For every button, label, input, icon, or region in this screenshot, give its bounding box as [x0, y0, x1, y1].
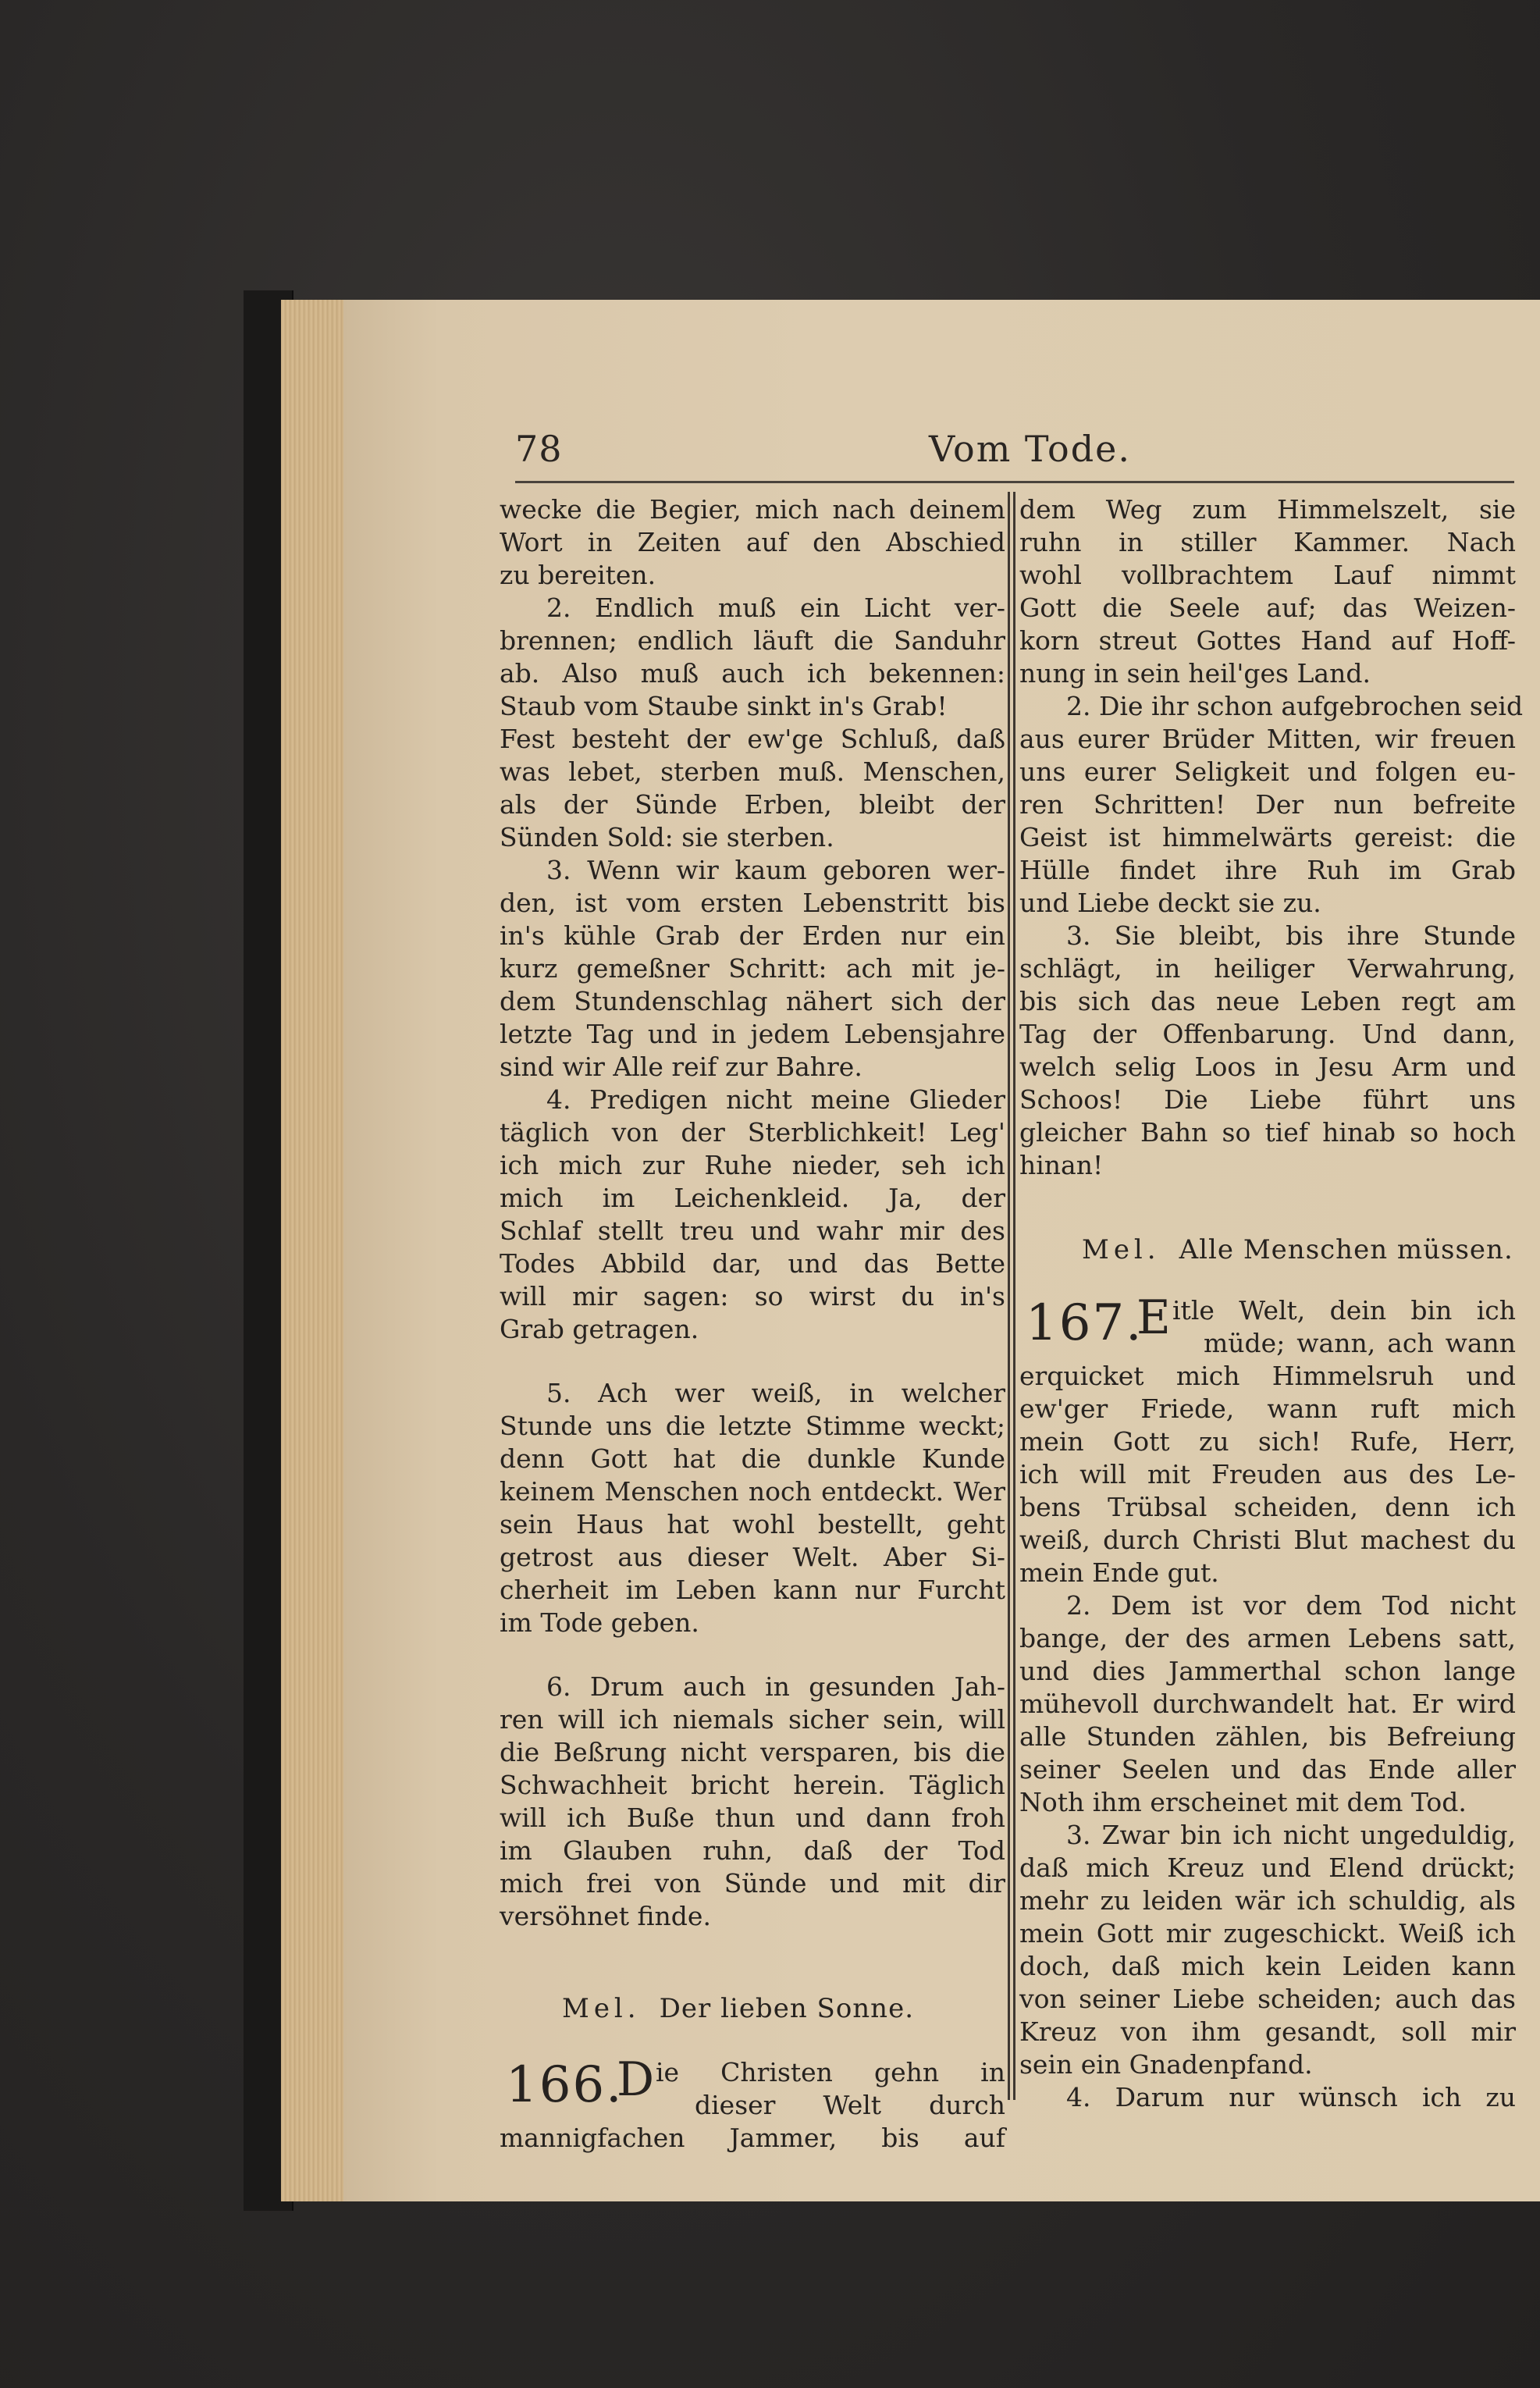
text-line: brennen; endlich läuft die Sanduhr	[500, 625, 1005, 656]
right-column-text-top	[1019, 493, 1524, 1182]
text-line: 3. Sie bleibt, bis ihre Stunde	[1066, 920, 1516, 951]
running-title: Vom Tode.	[929, 428, 1132, 470]
text-line: was lebet, sterben muß. Menschen,	[500, 756, 1005, 787]
text-line: doch, daß mich kein Leiden kann	[1019, 1951, 1516, 1981]
text-line: denn Gott hat die dunkle Kunde	[500, 1443, 1005, 1474]
text-line: Schlaf stellt treu und wahr mir des	[500, 1215, 1005, 1246]
hymn-first-line: itle Welt, dein bin ich	[1172, 1295, 1516, 1326]
text-line: uns eurer Seligkeit und folgen eu-	[1019, 756, 1516, 787]
text-line: gleicher Bahn so tief hinab so hoch	[1019, 1117, 1516, 1148]
text-line: Wort in Zeiten auf den Abschied	[500, 527, 1005, 557]
text-line: dem Weg zum Himmelszelt, sie	[1019, 494, 1516, 525]
text-line: sein ein Gnadenpfand.	[1019, 2049, 1313, 2080]
melody-title: Alle Menschen müssen.	[1179, 1234, 1513, 1265]
text-line: Todes Abbild dar, und das Bette	[500, 1248, 1005, 1279]
text-line: bange, der des armen Lebens satt,	[1019, 1623, 1516, 1653]
header-rule	[515, 481, 1514, 483]
text-line: wecke die Begier, mich nach deinem	[500, 494, 1005, 525]
text-line: bis sich das neue Leben regt am	[1019, 986, 1516, 1016]
text-line: Tag der Offenbarung. Und dann,	[1019, 1019, 1516, 1049]
left-column-text-mid	[500, 1377, 1005, 1639]
text-line: mein Ende gut.	[1019, 1557, 1219, 1588]
text-line: mehr zu leiden wär ich schuldig, als	[1019, 1885, 1516, 1916]
text-line: von seiner Liebe scheiden; auch das	[1019, 1984, 1516, 2014]
text-line: welch selig Loos in Jesu Arm und	[1019, 1052, 1516, 1082]
page-header	[515, 428, 1506, 478]
right-column-text-bottom	[1019, 1360, 1516, 2114]
text-line: in's kühle Grab der Erden nur ein	[500, 920, 1005, 951]
text-line: Noth ihm erscheinet mit dem Tod.	[1019, 1787, 1467, 1817]
text-line: Schwachheit bricht herein. Täglich	[500, 1770, 1005, 1800]
text-line: hinan!	[1019, 1150, 1104, 1180]
text-line: die Beßrung nicht versparen, bis die	[500, 1737, 1005, 1767]
text-line: ich mich zur Ruhe nieder, seh ich	[500, 1150, 1005, 1180]
page-number: 78	[515, 428, 563, 470]
text-line: daß mich Kreuz und Elend drückt;	[1019, 1852, 1516, 1883]
text-line: 6. Drum auch in gesunden Jah-	[546, 1671, 1005, 1702]
text-line: cherheit im Leben kann nur Furcht	[500, 1575, 1005, 1605]
text-line: als der Sünde Erben, bleibt der	[500, 789, 1005, 820]
text-line: seiner Seelen und das Ende aller	[1019, 1754, 1516, 1785]
hymn-second-line: dieser Welt durch	[695, 2090, 1005, 2120]
hymn-number: 167.	[1026, 1294, 1143, 1352]
text-line: wohl vollbrachtem Lauf nimmt	[1019, 560, 1516, 590]
text-line: zu bereiten.	[500, 560, 656, 590]
hymn-second-line: müde; wann, ach wann	[1204, 1328, 1516, 1358]
text-line: mein Gott mir zugeschickt. Weiß ich	[1019, 1918, 1516, 1948]
hymn-heading	[500, 2052, 1005, 2122]
text-line: 4. Darum nur wünsch ich zu	[1066, 2082, 1516, 2112]
text-line: Sünden Sold: sie sterben.	[500, 822, 834, 852]
text-line: Schoos! Die Liebe führt uns	[1019, 1084, 1516, 1115]
melody-label: Mel.	[1082, 1234, 1161, 1265]
page-edges	[281, 300, 343, 2201]
hymn-heading	[1019, 1290, 1516, 1360]
text-line: getrost aus dieser Welt. Aber Si-	[500, 1542, 1005, 1572]
right-column	[1019, 493, 1524, 2114]
melody-title: Der lieben Sonne.	[659, 1993, 915, 2024]
text-line: versöhnet finde.	[500, 1901, 711, 1931]
text-line: Geist ist himmelwärts gereist: die	[1019, 822, 1516, 852]
text-line: ich will mit Freuden aus des Le-	[1019, 1459, 1516, 1489]
melody-line	[1019, 1233, 1516, 1266]
text-line: im Glauben ruhn, daß der Tod	[500, 1835, 1005, 1866]
text-line: Staub vom Staube sinkt in's Grab!	[500, 691, 948, 721]
text-line: den, ist vom ersten Lebenstritt bis	[500, 888, 1005, 918]
text-line: und Liebe deckt sie zu.	[1019, 888, 1321, 918]
text-line: will mir sagen: so wirst du in's	[500, 1281, 1005, 1311]
drop-initial: E	[1136, 1290, 1171, 1345]
text-line: Hülle findet ihre Ruh im Grab	[1019, 855, 1516, 885]
hymn-number: 166.	[506, 2056, 624, 2114]
left-column-text-bottom	[500, 1671, 1005, 1933]
text-line: täglich von der Sterblichkeit! Leg'	[500, 1117, 1005, 1148]
text-line: ew'ger Friede, wann ruft mich	[1019, 1393, 1516, 1424]
text-line: 3. Zwar bin ich nicht ungeduldig,	[1066, 1820, 1516, 1850]
text-line: Gott die Seele auf; das Weizen-	[1019, 593, 1516, 623]
section-gap	[500, 1933, 1005, 1992]
text-line: ab. Also muß auch ich bekennen:	[500, 658, 1005, 689]
text-line: dem Stundenschlag nähert sich der	[500, 986, 1005, 1016]
drop-initial: D	[617, 2052, 655, 2107]
melody-label: Mel.	[562, 1993, 641, 2024]
text-line: Grab getragen.	[500, 1314, 699, 1344]
text-line: 3. Wenn wir kaum geboren wer-	[546, 855, 1005, 885]
text-line: kurz gemeßner Schritt: ach mit je-	[500, 953, 1005, 984]
text-line: 5. Ach wer weiß, in welcher	[546, 1378, 1005, 1408]
text-line: nung in sein heil'ges Land.	[1019, 658, 1371, 689]
section-gap	[500, 2025, 1005, 2056]
text-line: im Tode geben.	[500, 1607, 699, 1638]
text-line: weiß, durch Christi Blut machest du	[1019, 1525, 1516, 1555]
text-line: aus eurer Brüder Mitten, wir freuen	[1019, 724, 1516, 754]
text-line: schlägt, in heiliger Verwahrung,	[1019, 953, 1516, 984]
text-line: korn streut Gottes Hand auf Hoff-	[1019, 625, 1516, 656]
stanza-gap	[500, 1346, 1005, 1377]
text-line: Stunde uns die letzte Stimme weckt;	[500, 1411, 1005, 1441]
text-line: 4. Predigen nicht meine Glieder	[546, 1084, 1005, 1115]
left-column-text-top	[500, 493, 1005, 1346]
text-line: erquicket mich Himmelsruh und	[1019, 1361, 1516, 1391]
text-line: Kreuz von ihm gesandt, soll mir	[1019, 2016, 1516, 2047]
text-line: 2. Die ihr schon aufgebrochen seid	[1066, 691, 1524, 721]
text-line: letzte Tag und in jedem Lebensjahre	[500, 1019, 1005, 1049]
column-divider-right	[1013, 492, 1015, 2100]
text-line: ren will ich niemals sicher sein, will	[500, 1704, 1005, 1735]
text-line: 2. Endlich muß ein Licht ver-	[546, 593, 1005, 623]
section-gap	[1019, 1182, 1516, 1233]
text-line: alle Stunden zählen, bis Befreiung	[1019, 1721, 1516, 1752]
text-line: Fest besteht der ew'ge Schluß, daß	[500, 724, 1005, 754]
text-line: mich frei von Sünde und mit dir	[500, 1868, 1005, 1899]
text-line: mich im Leichenkleid. Ja, der	[500, 1183, 1005, 1213]
text-line: mühevoll durchwandelt hat. Er wird	[1019, 1689, 1516, 1719]
text-line: sind wir Alle reif zur Bahre.	[500, 1052, 862, 1082]
text-line: sein Haus hat wohl bestellt, geht	[500, 1509, 1005, 1539]
stanza-gap	[500, 1639, 1005, 1671]
left-column	[500, 493, 1005, 2155]
column-divider-left	[1008, 492, 1010, 2100]
text-line: keinem Menschen noch entdeckt. Wer	[500, 1476, 1005, 1507]
text-line: mein Gott zu sich! Rufe, Herr,	[1019, 1426, 1516, 1457]
section-gap	[1019, 1266, 1516, 1294]
text-line: bens Trübsal scheiden, denn ich	[1019, 1492, 1516, 1522]
text-line: 2. Dem ist vor dem Tod nicht	[1066, 1590, 1516, 1621]
text-line: ruhn in stiller Kammer. Nach	[1019, 527, 1516, 557]
text-line: und dies Jammerthal schon lange	[1019, 1656, 1516, 1686]
text-line: ren Schritten! Der nun befreite	[1019, 789, 1516, 820]
hymn-continuation-line: mannigfachen Jammer, bis auf	[500, 2123, 1005, 2153]
text-line: will ich Buße thun und dann froh	[500, 1803, 1005, 1833]
melody-line	[500, 1992, 1005, 2025]
hymn-first-line: ie Christen gehn in	[656, 2057, 1005, 2087]
